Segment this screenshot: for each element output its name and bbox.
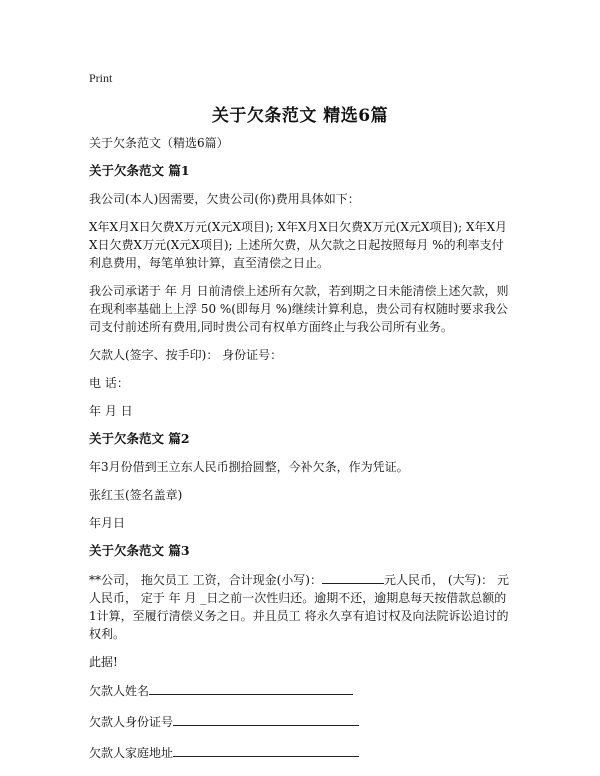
debtor-name-label: 欠款人姓名 [89, 684, 150, 698]
debtor-id-row [89, 712, 513, 731]
section1-paragraph-2: X年X月X日欠费X万元(X元X项目); X年X月X日欠费X万元(X元X项目); X年X月X日欠费X万元(X元X项目); 上述所欠费，从欠款之日起按照每月 %的利率支付利息费用，每笔单独计算，直至清偿之日止。 [89, 220, 508, 270]
section1-signature-line: 欠款人(签字、按手印)： 身份证号： [89, 348, 283, 362]
print-label: Print [89, 71, 113, 85]
section1-phone-line: 电 话： [89, 376, 129, 390]
section3-heading: 关于欠条范文 篇3 [89, 543, 190, 558]
section1-heading: 关于欠条范文 篇1 [89, 163, 190, 178]
section1-date-line: 年 月 日 [89, 404, 133, 418]
section2-signature: 张红玉(签名盖章) [89, 488, 183, 502]
section2-date: 年月日 [89, 516, 126, 530]
debtor-id-blank [173, 712, 359, 726]
debtor-address-row [89, 743, 513, 762]
section2-paragraph-1: 年3月份借到王立东人民币捌拾圆整，今补欠条，作为凭证。 [89, 460, 409, 474]
debtor-name-row [89, 681, 513, 700]
section3-paragraph-1 [89, 570, 513, 643]
section1-paragraph-3: 我公司承诺于 年 月 日前清偿上述所有欠款，若到期之日未能清偿上述欠款，则在现利率基础上上浮 50 %(即每月 %)继续计算利息，贵公司有权随时要求我公司支付前述所有费用,同时贵公司有权单方面终止与我公司所有业务。 [89, 284, 509, 334]
section3-closing: 此据! [89, 655, 118, 669]
debtor-id-label: 欠款人身份证号 [89, 715, 174, 729]
section1-paragraph-1: 我公司(本人)因需要，欠贵公司(你)费用具体如下： [89, 192, 360, 206]
amount-blank [322, 570, 384, 584]
section3-paragraph-1b: 元人民币， (大写)： 元人民币， 定于 年 月 _日之前一次性归还。逾期不还，逾期息每天按借款总额的1计算，至履行清偿义务之日。并且员工 将永久享有追讨权及向法院诉讼追讨的权利。 [89, 573, 509, 641]
page-title: 关于欠条范文 精选6篇 [211, 106, 389, 126]
debtor-address-label: 欠款人家庭地址 [89, 746, 174, 760]
document-body [89, 134, 513, 774]
debtor-name-blank [149, 681, 353, 695]
section2-heading: 关于欠条范文 篇2 [89, 431, 190, 446]
debtor-address-blank [173, 743, 359, 757]
section3-paragraph-1a: **公司， 拖欠员工 工资，合计现金(小写)： [89, 573, 322, 587]
subtitle: 关于欠条范文（精选6篇） [89, 136, 229, 150]
